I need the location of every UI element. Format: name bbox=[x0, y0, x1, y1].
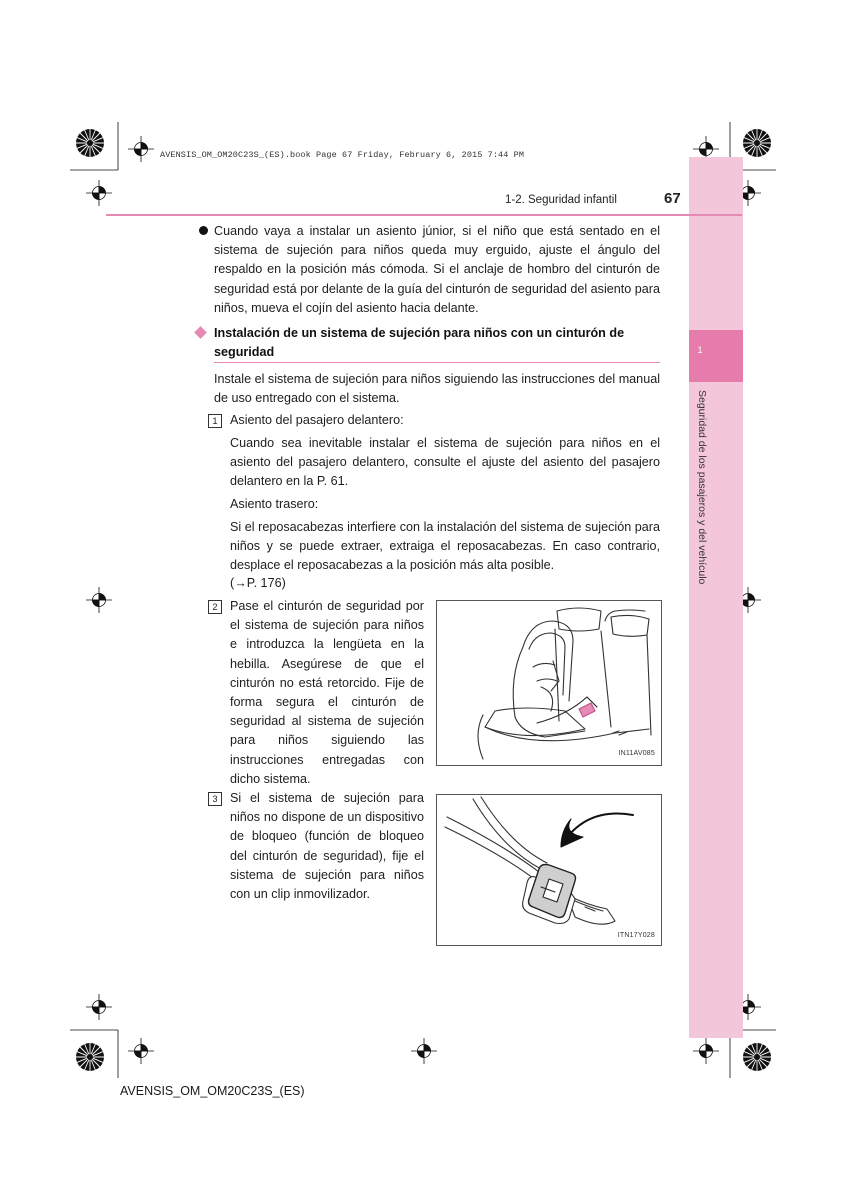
figure-code-2: ITN17Y028 bbox=[617, 932, 655, 939]
chapter-number: 1 bbox=[697, 345, 703, 355]
section-title: 1-2. Seguridad infantil bbox=[505, 194, 617, 206]
step-1-number: 1 bbox=[208, 414, 222, 428]
section-intro: Instale el sistema de sujeción para niños siguiendo las instrucciones del manual de uso entregado con el sistema. bbox=[214, 372, 660, 406]
footer-doc-id: AVENSIS_OM_OM20C23S_(ES) bbox=[120, 1084, 305, 1098]
step-3-body: Si el sistema de sujeción para niños no dispone de un dispositivo de bloqueo (función de bloqueo del cinturón de seguridad), fije el sistema de sujeción para niños con un clip inmovilizador. bbox=[230, 791, 424, 902]
step-1-subtitle: Asiento trasero: bbox=[230, 497, 319, 511]
header-rule bbox=[106, 214, 742, 216]
section-heading: Instalación de un sistema de sujeción para niños con un cinturón de seguridad bbox=[214, 326, 625, 359]
chapter-tab bbox=[689, 330, 743, 382]
bullet-paragraph: Cuando vaya a instalar un asiento júnior, si el niño que está sentado en el sistema de sujeción para niños queda muy erguido, ajuste el ángulo del respaldo en la posición más cómoda. Si el anclaje de hombro del cinturón de seguridad está por delante de la guía del cinturón de seguridad del asiento para niños, mueva el cojín del asiento hacia delante. bbox=[214, 224, 660, 315]
step-1-title: Asiento del pasajero delantero: bbox=[230, 413, 404, 427]
chapter-title-text: Seguridad de los pasajeros y del vehículo bbox=[696, 390, 708, 585]
step-1-reference: (→P. 176) bbox=[230, 576, 286, 590]
step-1-subbody: Si el reposacabezas interfiere con la instalación del sistema de sujeción para niños y se puede extraer, extraiga el reposacabezas. En caso contrario, desplace el reposacabezas a la posición más alta posible. bbox=[230, 520, 660, 573]
locking-clip-illustration bbox=[437, 795, 661, 945]
step-2-body: Pase el cinturón de seguridad por el sistema de sujeción para niños e introduzca la lengüeta en la hebilla. Asegúrese de que el cinturón no está retorcido. Fije de forma segura el cinturón de seguridad al sistema de sujeción para niños siguiendo las instrucciones entregadas con dicho sistema. bbox=[230, 599, 424, 786]
step-2-number: 2 bbox=[208, 600, 222, 614]
figure-child-seat bbox=[436, 600, 662, 766]
chapter-title bbox=[696, 390, 716, 650]
step-1-body: Cuando sea inevitable instalar el sistema de sujeción para niños en el asiento del pasajero delantero, consulte el ajuste del asiento del pasajero delantero en la P. 61. bbox=[230, 436, 660, 489]
child-seat-illustration bbox=[437, 601, 661, 765]
print-info: AVENSIS_OM_OM20C23S_(ES).book Page 67 Friday, February 6, 2015 7:44 PM bbox=[160, 150, 525, 160]
figure-locking-clip bbox=[436, 794, 662, 946]
step-3-number: 3 bbox=[208, 792, 222, 806]
page-number: 67 bbox=[664, 190, 681, 207]
figure-code-1: IN11AV085 bbox=[618, 750, 655, 757]
heading-rule bbox=[214, 362, 660, 363]
bullet-icon bbox=[199, 226, 208, 235]
